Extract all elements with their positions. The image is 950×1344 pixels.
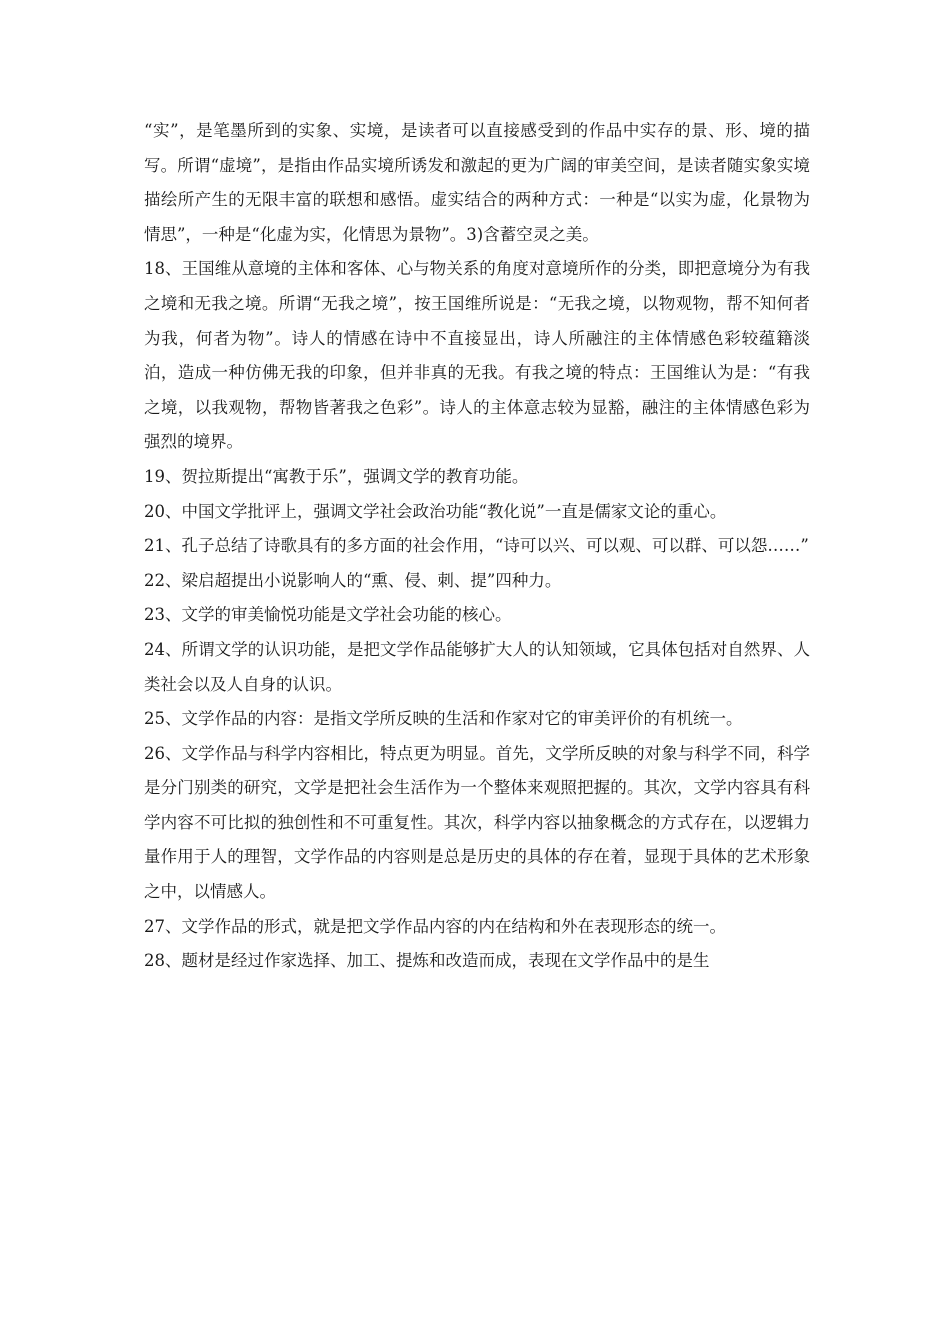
paragraph-21: 21、孔子总结了诗歌具有的多方面的社会作用，“诗可以兴、可以观、可以群、可以怨……” [144, 536, 809, 556]
paragraph-27: 27、文学作品的形式，就是把文学作品内容的内在结构和外在表现形态的统一。 [144, 916, 726, 936]
paragraph-22: 22、梁启超提出小说影响人的“熏、侵、刺、提”四种力。 [144, 570, 562, 590]
paragraph-18: 18、王国维从意境的主体和客体、心与物关系的角度对意境所作的分类，即把意境分为有我之境和无我之境。所谓“无我之境”，按王国维所说是：“无我之境，以物观物，帮不知何者为我，何者为物”。诗人的情感在诗中不直接显出，诗人所融注的主体情感色彩较蕴籍淡泊，造成一种仿佛无我的印象，但并非真的无我。有我之境的特点：王国维认为是：“有我之境，以我观物，帮物皆著我之色彩”。诗人的主体意志较为显豁，融注的主体情感色彩为强烈的境界。 [144, 259, 810, 452]
paragraph-20: 20、中国文学批评上，强调文学社会政治功能“教化说”一直是儒家文论的重心。 [144, 501, 727, 521]
document-body [144, 114, 810, 979]
paragraph-26: 26、文学作品与科学内容相比，特点更为明显。首先，文学所反映的对象与科学不同，科学是分门别类的研究，文学是把社会生活作为一个整体来观照把握的。其次，文学内容具有科学内容不可比拟的独创性和不可重复性。其次，科学内容以抽象概念的方式存在，以逻辑力量作用于人的理智，文学作品的内容则是总是历史的具体的存在着，显现于具体的艺术形象之中，以情感人。 [144, 743, 810, 902]
paragraph-continuation: “实”，是笔墨所到的实象、实境，是读者可以直接感受到的作品中实存的景、形、境的描写。所谓“虚境”，是指由作品实境所诱发和激起的更为广阔的审美空间，是读者随实象实境描绘所产生的无限丰富的联想和感悟。虚实结合的两种方式：一种是“以实为虚，化景物为情思”，一种是“化虚为实，化情思为景物”。3)含蓄空灵之美。 [144, 121, 810, 244]
paragraph-28: 28、题材是经过作家选择、加工、提炼和改造而成，表现在文学作品中的是生 [144, 951, 710, 971]
paragraph-19: 19、贺拉斯提出“寓教于乐”，强调文学的教育功能。 [144, 466, 529, 486]
paragraph-25: 25、文学作品的内容：是指文学所反映的生活和作家对它的审美评价的有机统一。 [144, 709, 743, 729]
paragraph-23: 23、文学的审美愉悦功能是文学社会功能的核心。 [144, 605, 512, 625]
paragraph-24: 24、所谓文学的认识功能，是把文学作品能够扩大人的认知领域，它具体包括对自然界、人类社会以及人自身的认识。 [144, 639, 810, 694]
